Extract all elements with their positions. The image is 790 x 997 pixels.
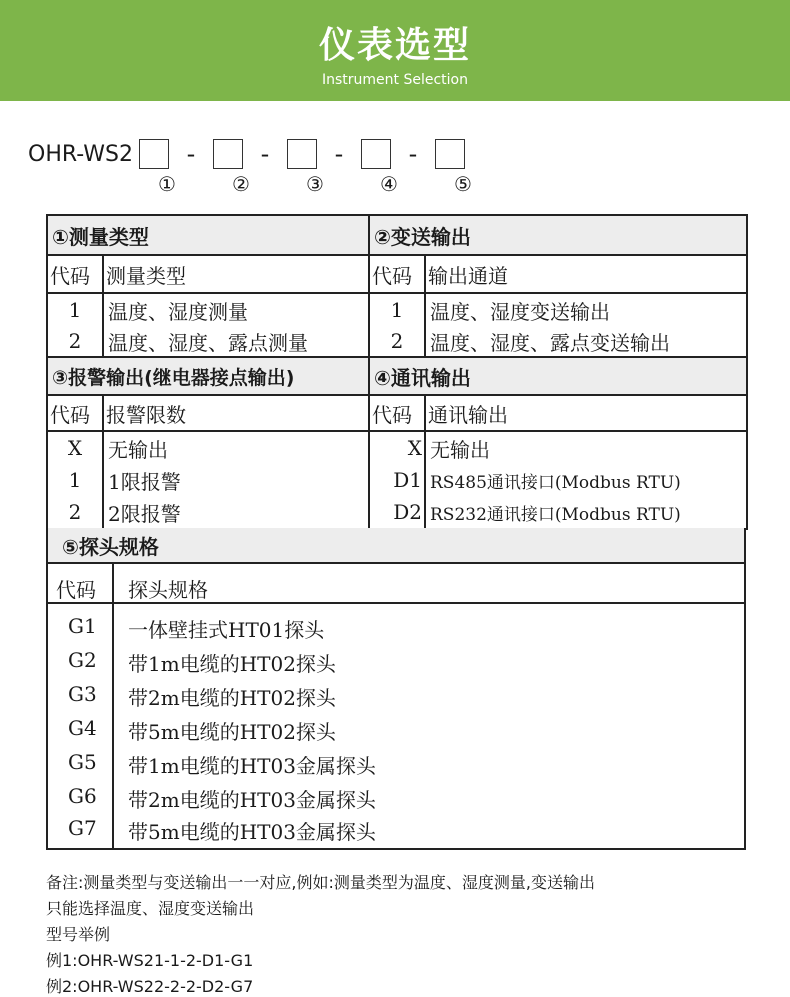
s5-col-code: 代码 [56,578,96,602]
note-line-2: 只能选择温度、湿度变送输出 [46,899,255,918]
s1-row-code: 2 [48,326,104,358]
s3-row-text: 1限报警 [104,464,370,496]
dash: - [186,140,196,168]
s1-col-code: 代码 [48,256,104,294]
s3-row-code: X [48,432,104,464]
slot-box-3 [287,139,317,169]
s2-row-code: 2 [370,326,426,358]
s5-row-code: G1 [68,614,97,638]
slot-number-2: ② [232,172,250,196]
s5-row-text: 一体壁挂式HT01探头 [128,618,325,642]
s3-row-text: 2限报警 [104,496,370,530]
s4-row-code: D2 [370,496,426,530]
s1-row-text: 温度、湿度、露点测量 [104,326,370,358]
slot-number-1: ① [158,172,176,196]
section-5-title: ⑤探头规格 [46,528,746,564]
header-banner [0,0,790,101]
s5-row-text: 带2m电缆的HT03金属探头 [128,788,376,812]
s2-col-name: 输出通道 [426,256,746,294]
dash: - [260,140,270,168]
note-line-1: 备注:测量类型与变送输出一一对应,例如:测量类型为温度、湿度测量,变送输出 [46,873,595,892]
slot-box-5 [435,139,465,169]
s5-row-text: 带5m电缆的HT03金属探头 [128,820,376,844]
selection-table [46,214,748,530]
s5-row-text: 带2m电缆的HT02探头 [128,686,336,710]
s1-col-name: 测量类型 [104,256,370,294]
s5-row-code: G5 [68,750,97,774]
s2-row-code: 1 [370,294,426,326]
s4-col-name: 通讯输出 [426,396,746,432]
dash: - [408,140,418,168]
s3-row-code: 2 [48,496,104,530]
slot-number-4: ④ [380,172,398,196]
s4-col-code: 代码 [370,396,426,432]
s1-row-code: 1 [48,294,104,326]
dash: - [334,140,344,168]
example-heading: 型号举例 [46,925,111,944]
s1-row-text: 温度、湿度测量 [104,294,370,326]
s2-col-code: 代码 [370,256,426,294]
slot-box-1 [139,139,169,169]
s5-row-code: G3 [68,682,97,706]
model-code-pattern [28,136,465,172]
section-4-title: ④通讯输出 [370,358,746,396]
s5-row-text: 带1m电缆的HT02探头 [128,652,336,676]
probe-table [46,564,746,850]
s5-row-text: 带1m电缆的HT03金属探头 [128,754,376,778]
s4-row-text: RS232通讯接口(Modbus RTU) [426,496,746,530]
page-subtitle: Instrument Selection [322,72,468,88]
s2-row-text: 温度、湿度变送输出 [430,299,610,324]
s3-col-name: 报警限数 [104,396,370,432]
s3-row-code: 1 [48,464,104,496]
section-3-title: ③报警输出(继电器接点输出) [48,358,370,396]
s4-row-text: 无输出 [430,437,490,462]
slot-box-4 [361,139,391,169]
s5-row-code: G6 [68,784,97,808]
slot-number-3: ③ [306,172,324,196]
example-1: 例1:OHR-WS21-1-2-D1-G1 [46,951,254,970]
s5-row-code: G7 [68,816,97,840]
s4-row-code: X [370,432,426,464]
model-prefix: OHR-WS2 [28,141,134,167]
section-1-title: ①测量类型 [48,216,370,256]
slot-number-5: ⑤ [454,172,472,196]
example-2: 例2:OHR-WS22-2-2-D2-G7 [46,977,254,996]
s3-row-text: 无输出 [104,432,370,464]
s5-row-text: 带5m电缆的HT02探头 [128,720,336,744]
slot-box-2 [213,139,243,169]
s3-col-code: 代码 [48,396,104,432]
s5-row-code: G4 [68,716,97,740]
s4-row-text: RS485通讯接口(Modbus RTU) [430,472,681,493]
s2-row-text: 温度、湿度、露点变送输出 [426,326,746,358]
page-title: 仪表选型 [318,25,471,66]
s5-col-name: 探头规格 [128,578,208,602]
s4-row-code: D1 [370,464,426,496]
section-2-title: ②变送输出 [370,216,746,256]
column-divider [112,564,114,848]
s5-row-code: G2 [68,648,97,672]
